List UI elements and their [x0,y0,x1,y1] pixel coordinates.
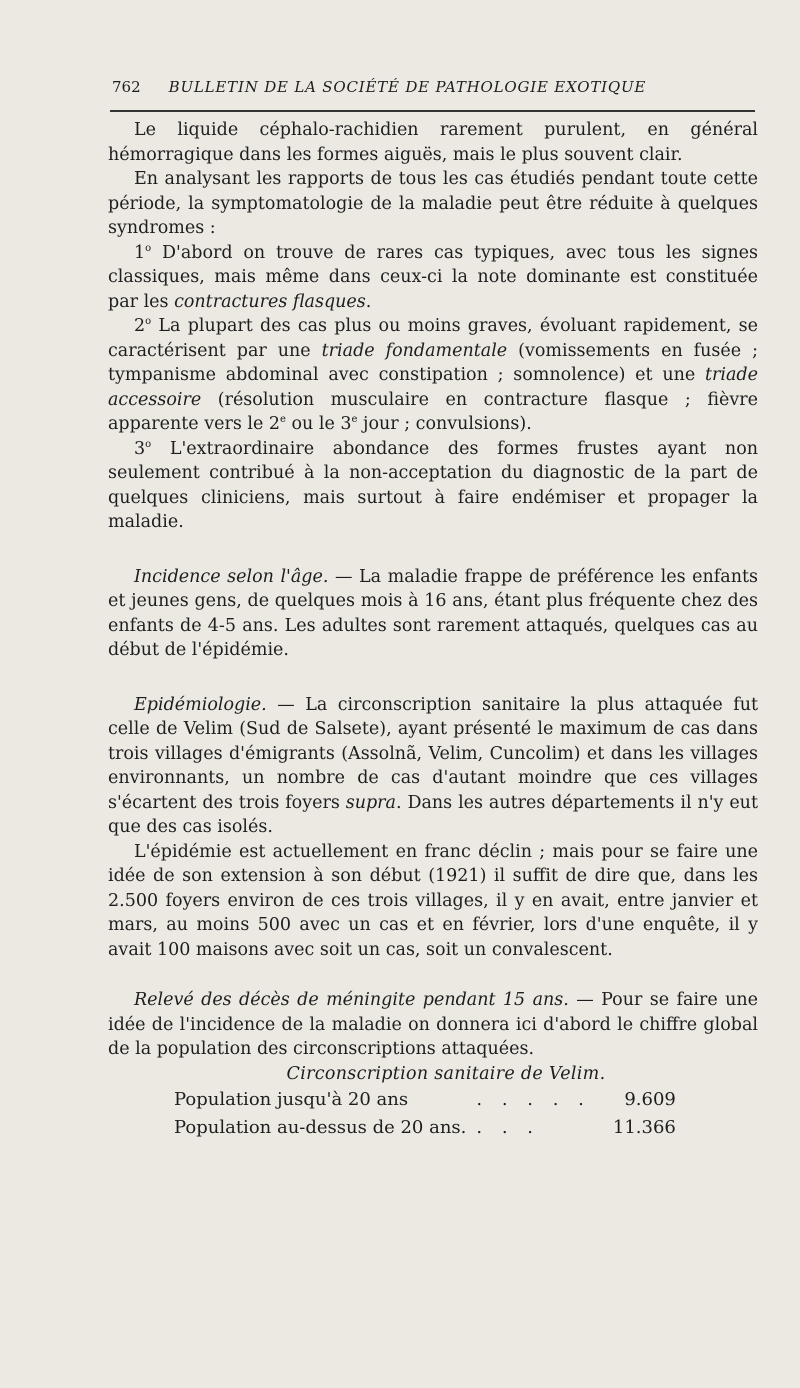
header-rule [110,110,755,112]
section-incidence: Incidence selon l'âge. — La maladie frappe de préférence les enfants et jeunes gens, de quelques mois à 16 ans, étant plus fréquente chez des enfants de 4-5 ans. Les adultes sont rarement attaqués, quelques cas au début de l'épidémie. [108,566,759,660]
row-label: Population jusqu'à 20 ans [174,1089,409,1110]
list-item-1: 1$^o$ D'abord on trouve de rares cas typiques, avec tous les signes classiques, mais même dans ceux-ci la note dominante est constituée par les contractures flasques. [108,242,758,312]
row-value: 9.609 [624,1089,676,1110]
leader-dots: . . . . . [476,1089,591,1110]
table-row [174,1086,676,1114]
section-title-releve: Relevé des décès de méningite pendant 15 ans. [134,990,569,1010]
table-row [174,1114,676,1142]
list-item-3: 3$^o$ L'extraordinaire abondance des formes frustes ayant non seulement contribué à la non-acceptation du diagnostic de la part de quelques cliniciens, mais surtout à faire endémiser et propager la maladie. [108,438,758,532]
list-item-2: 2$^o$ La plupart des cas plus ou moins graves, évoluant rapidement, se caractérisent par une triade fondamentale (vomissements en fusée ; tympanisme abdominal avec constipation ; somnolence) et une triade accessoire (résolution musculaire en contracture flasque ; fièvre apparente vers le 2e ou le 3e jour ; convulsions). [108,316,758,434]
section-title-epidemiologie: Epidémiologie. [134,694,267,715]
section-title-incidence: Incidence selon l'âge. [134,566,329,587]
section-epidemiologie: Epidémiologie. — La circonscription sanitaire la plus attaquée fut celle de Velim (Sud de Salsete), ayant présenté le maximum de cas dans trois villages d'émigrants (Assolnã, Velim, Cuncolim) et dans les villages environnants, un nombre de cas d'autant moindre que ces villages s'écartent des trois foyers supra. Dans les autres départements il n'y eut que des cas isolés. [108,694,758,837]
page-number: 762 [112,78,141,96]
row-label: Population au-dessus de 20 ans. [174,1117,467,1138]
spacer [108,535,758,565]
spacer [108,663,758,693]
spacer [108,962,758,988]
section-releve: Relevé des décès de méningite pendant 15 ans. — Pour se faire une idée de l'incidence de la maladie on donnera ici d'abord le chiffre global de la population des circonscriptions attaquées. [108,990,758,1059]
paragraph-declin: L'épidémie est actuellement en franc déclin ; mais pour se faire une idée de son extension à son début (1921) il suffit de dire que, dans les 2.500 foyers environ de ces trois villages, il y en avait, entre janvier et mars, au moins 500 avec un cas et en février, lors d'une enquête, il y avait 100 maisons avec soit un cas, soit un convalescent. [108,841,758,960]
paragraph-csf: Le liquide céphalo-rachidien rarement purulent, en général hémorragique dans les formes aiguës, mais le plus souvent clair. [108,120,758,165]
table-heading: Circonscription sanitaire de Velim. [286,1063,606,1084]
leader-dots: . . . [476,1117,540,1138]
row-value: 11.366 [612,1117,676,1138]
body-text [108,118,758,1142]
running-title: BULLETIN DE LA SOCIÉTÉ DE PATHOLOGIE EXOTIQUE [168,78,647,96]
page-header [112,78,752,96]
population-table [174,1086,676,1142]
paragraph-syndromes-intro: En analysant les rapports de tous les cas étudiés pendant toute cette période, la symptomatologie de la maladie peut être réduite à quelques syndromes : [108,169,758,238]
